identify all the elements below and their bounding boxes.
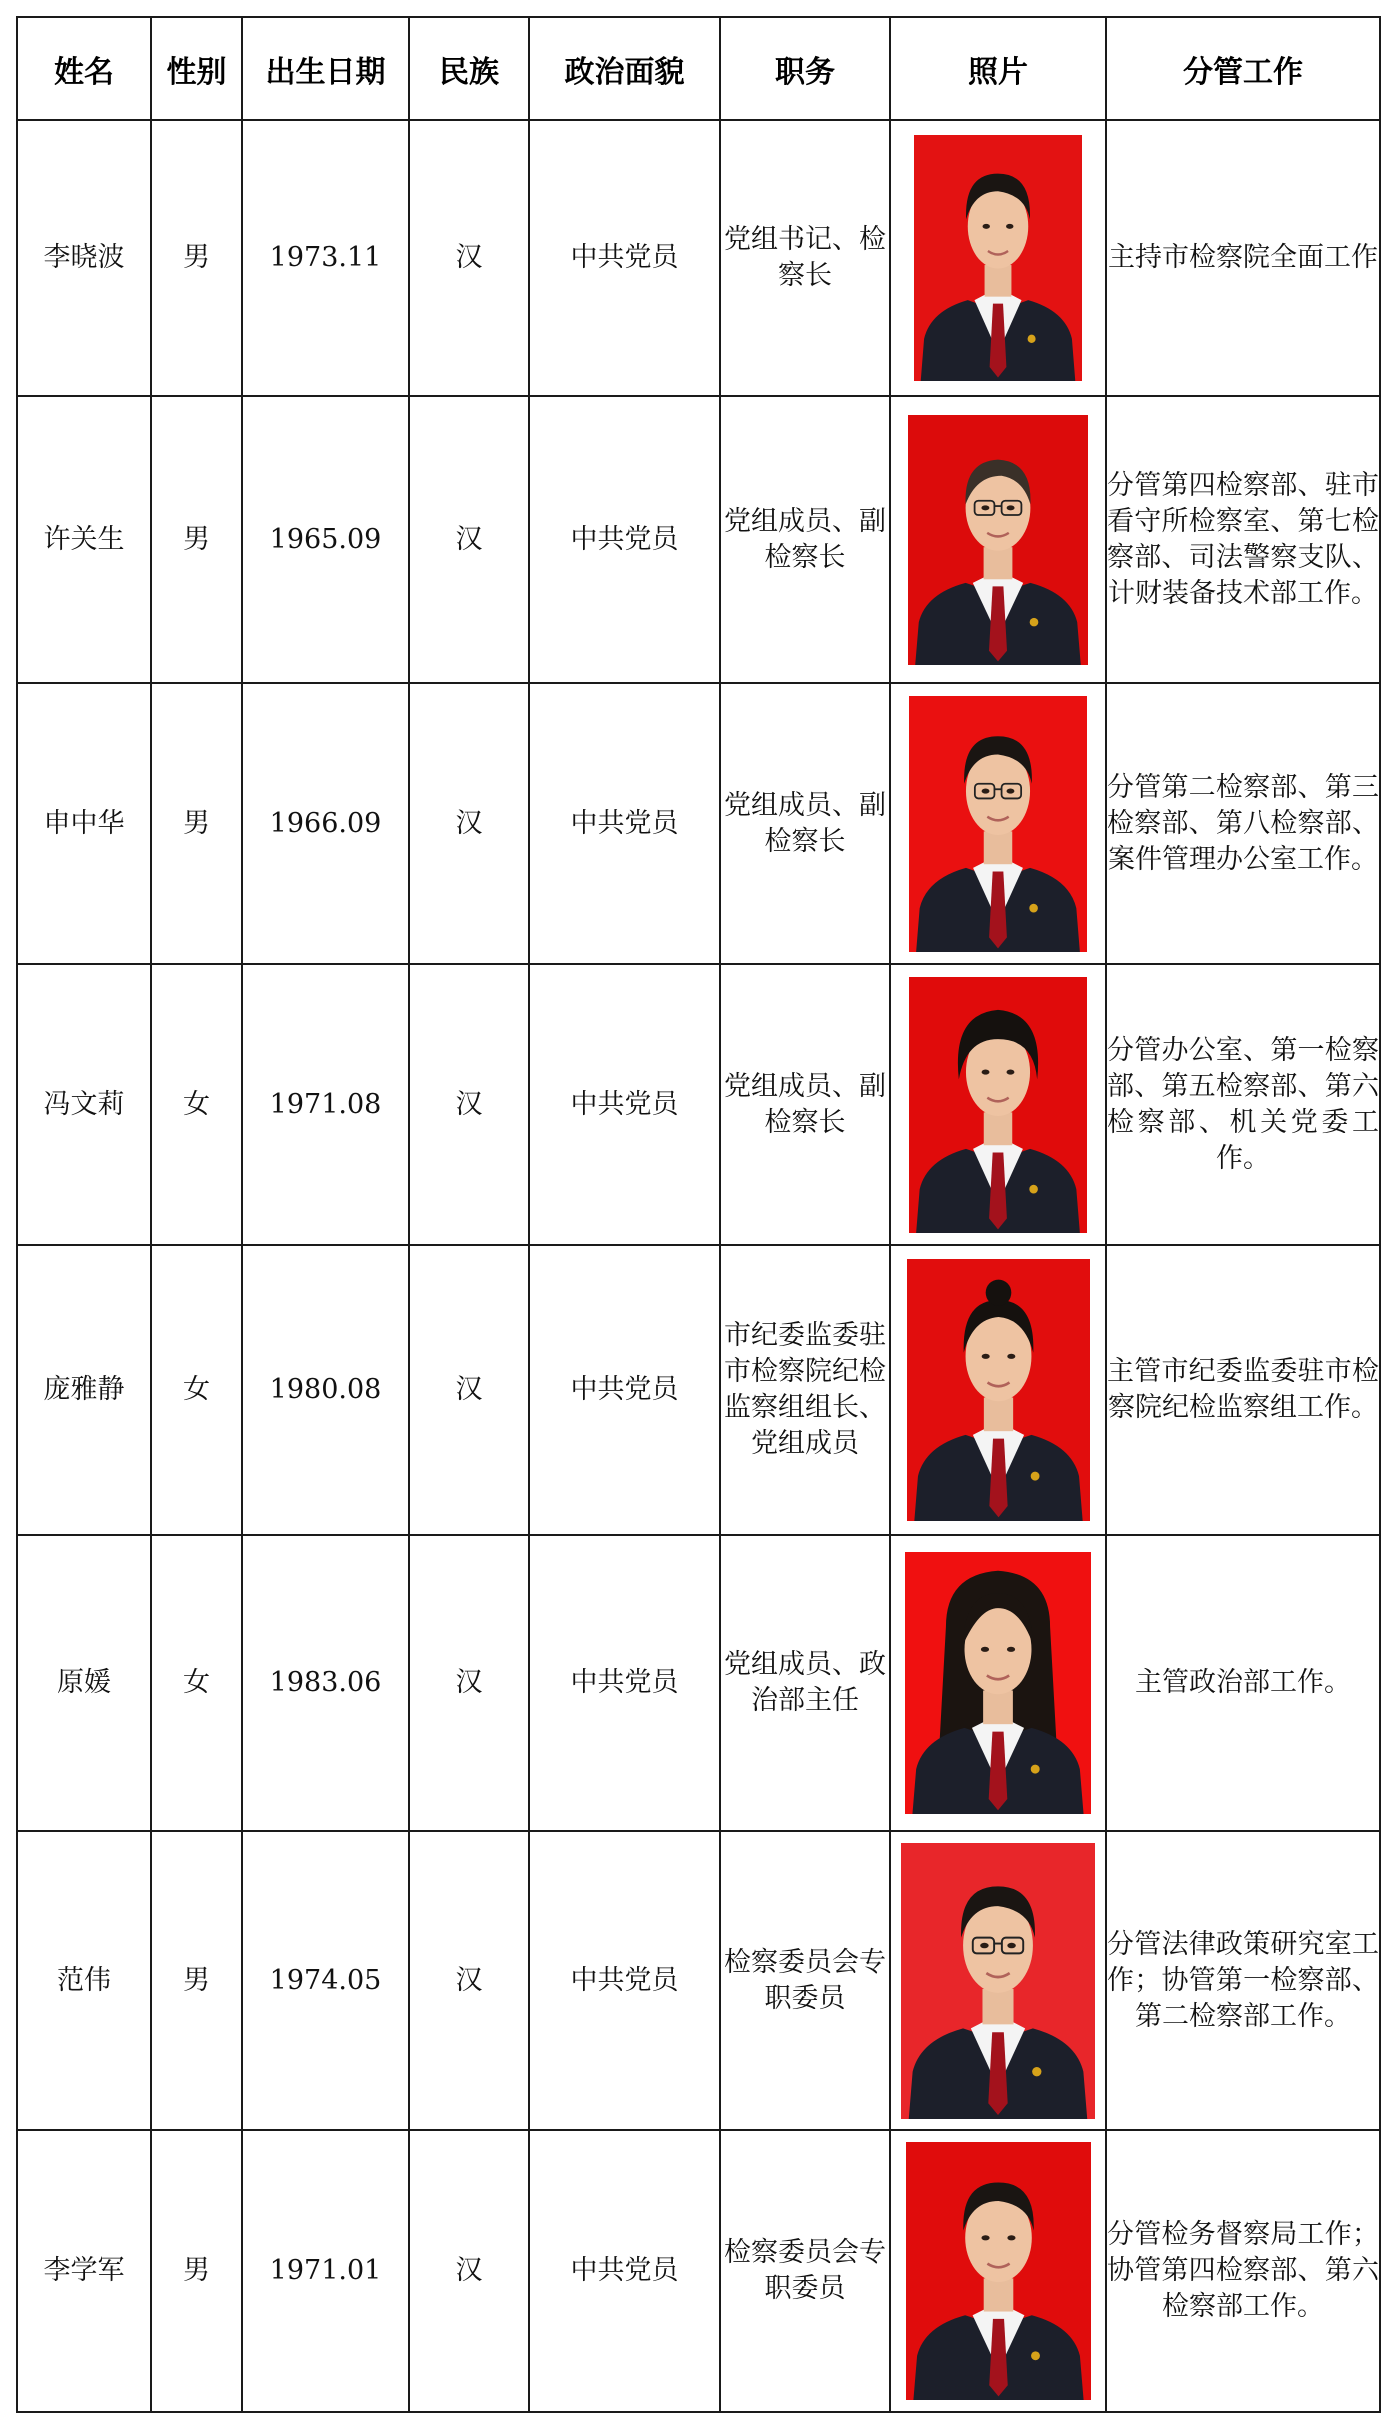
table-row [17, 1535, 1380, 1831]
cell-name: 李学军 [17, 2130, 151, 2412]
cell-political: 中共党员 [529, 1535, 720, 1831]
cell-position: 检察委员会专职委员 [720, 1831, 890, 2130]
cell-position: 党组成员、副检察长 [720, 396, 890, 683]
cell-ethnicity: 汉 [409, 683, 529, 964]
cell-political: 中共党员 [529, 964, 720, 1245]
header-political: 政治面貌 [529, 17, 720, 120]
cell-duty [1106, 396, 1380, 683]
cell-position: 党组书记、检察长 [720, 120, 890, 396]
cell-photo [890, 1831, 1106, 2130]
cell-photo [890, 964, 1106, 1245]
duty-text: 主管政治部工作。 [1135, 1667, 1351, 1698]
cell-photo [890, 396, 1106, 683]
cell-duty [1106, 120, 1380, 396]
cell-position: 党组成员、副检察长 [720, 683, 890, 964]
header-photo: 照片 [890, 17, 1106, 120]
header-birth: 出生日期 [242, 17, 409, 120]
cell-birth: 1974.05 [242, 1831, 409, 2130]
cell-position: 检察委员会专职委员 [720, 2130, 890, 2412]
cell-gender: 女 [151, 1535, 242, 1831]
portrait-photo [906, 2142, 1091, 2400]
duty-text: 分管第二检察部、第三检察部、第八检察部、案件管理办公室工作。 [1107, 771, 1379, 875]
cell-photo [890, 1535, 1106, 1831]
duty-text: 分管法律政策研究室工作；协管第一检察部、第二检察部工作。 [1107, 1928, 1379, 2032]
cell-political: 中共党员 [529, 1245, 720, 1535]
cell-gender: 男 [151, 120, 242, 396]
cell-birth: 1980.08 [242, 1245, 409, 1535]
leadership-table [16, 16, 1381, 2413]
header-name: 姓名 [17, 17, 151, 120]
table-row [17, 2130, 1380, 2412]
cell-name: 申中华 [17, 683, 151, 964]
cell-name: 李晓波 [17, 120, 151, 396]
cell-gender: 男 [151, 2130, 242, 2412]
header-position: 职务 [720, 17, 890, 120]
cell-gender: 男 [151, 1831, 242, 2130]
header-row [17, 17, 1380, 120]
duty-text: 主持市检察院全面工作 [1108, 242, 1378, 273]
cell-photo [890, 2130, 1106, 2412]
cell-duty [1106, 964, 1380, 1245]
cell-duty [1106, 683, 1380, 964]
table-row [17, 120, 1380, 396]
table-row [17, 683, 1380, 964]
cell-name: 冯文莉 [17, 964, 151, 1245]
cell-position: 党组成员、副检察长 [720, 964, 890, 1245]
header-duty: 分管工作 [1106, 17, 1380, 120]
cell-name: 范伟 [17, 1831, 151, 2130]
cell-political: 中共党员 [529, 120, 720, 396]
table-row [17, 964, 1380, 1245]
cell-gender: 男 [151, 683, 242, 964]
duty-text: 主管市纪委监委驻市检察院纪检监察组工作。 [1107, 1356, 1379, 1423]
cell-name: 许关生 [17, 396, 151, 683]
cell-ethnicity: 汉 [409, 964, 529, 1245]
cell-political: 中共党员 [529, 396, 720, 683]
portrait-photo [909, 696, 1087, 952]
cell-position: 市纪委监委驻市检察院纪检监察组组长、党组成员 [720, 1245, 890, 1535]
cell-ethnicity: 汉 [409, 120, 529, 396]
cell-gender: 女 [151, 1245, 242, 1535]
cell-ethnicity: 汉 [409, 1535, 529, 1831]
cell-ethnicity: 汉 [409, 1245, 529, 1535]
portrait-photo [908, 415, 1088, 665]
cell-photo [890, 120, 1106, 396]
cell-gender: 女 [151, 964, 242, 1245]
table-row [17, 1831, 1380, 2130]
cell-birth: 1971.01 [242, 2130, 409, 2412]
duty-text: 分管办公室、第一检察部、第五检察部、第六检察部、机关党委工作。 [1107, 1034, 1379, 1174]
cell-political: 中共党员 [529, 1831, 720, 2130]
cell-birth: 1966.09 [242, 683, 409, 964]
cell-duty [1106, 1245, 1380, 1535]
portrait-photo [905, 1552, 1091, 1814]
header-ethnicity: 民族 [409, 17, 529, 120]
cell-photo [890, 1245, 1106, 1535]
duty-text: 分管检务督察局工作；协管第四检察部、第六检察部工作。 [1107, 2219, 1379, 2322]
cell-duty [1106, 1831, 1380, 2130]
table-row [17, 396, 1380, 683]
portrait-photo [901, 1843, 1095, 2119]
cell-ethnicity: 汉 [409, 396, 529, 683]
cell-name: 庞雅静 [17, 1245, 151, 1535]
cell-duty [1106, 2130, 1380, 2412]
cell-birth: 1983.06 [242, 1535, 409, 1831]
cell-duty [1106, 1535, 1380, 1831]
cell-birth: 1965.09 [242, 396, 409, 683]
portrait-photo [907, 1259, 1090, 1521]
duty-text: 分管第四检察部、驻市看守所检察室、第七检察部、司法警察支队、计财装备技术部工作。 [1107, 469, 1379, 609]
cell-political: 中共党员 [529, 683, 720, 964]
portrait-photo [909, 977, 1087, 1233]
header-gender: 性别 [151, 17, 242, 120]
cell-birth: 1973.11 [242, 120, 409, 396]
cell-ethnicity: 汉 [409, 1831, 529, 2130]
cell-ethnicity: 汉 [409, 2130, 529, 2412]
portrait-photo [914, 135, 1082, 381]
cell-position: 党组成员、政治部主任 [720, 1535, 890, 1831]
cell-name: 原媛 [17, 1535, 151, 1831]
cell-birth: 1971.08 [242, 964, 409, 1245]
cell-political: 中共党员 [529, 2130, 720, 2412]
cell-gender: 男 [151, 396, 242, 683]
table-row [17, 1245, 1380, 1535]
cell-photo [890, 683, 1106, 964]
